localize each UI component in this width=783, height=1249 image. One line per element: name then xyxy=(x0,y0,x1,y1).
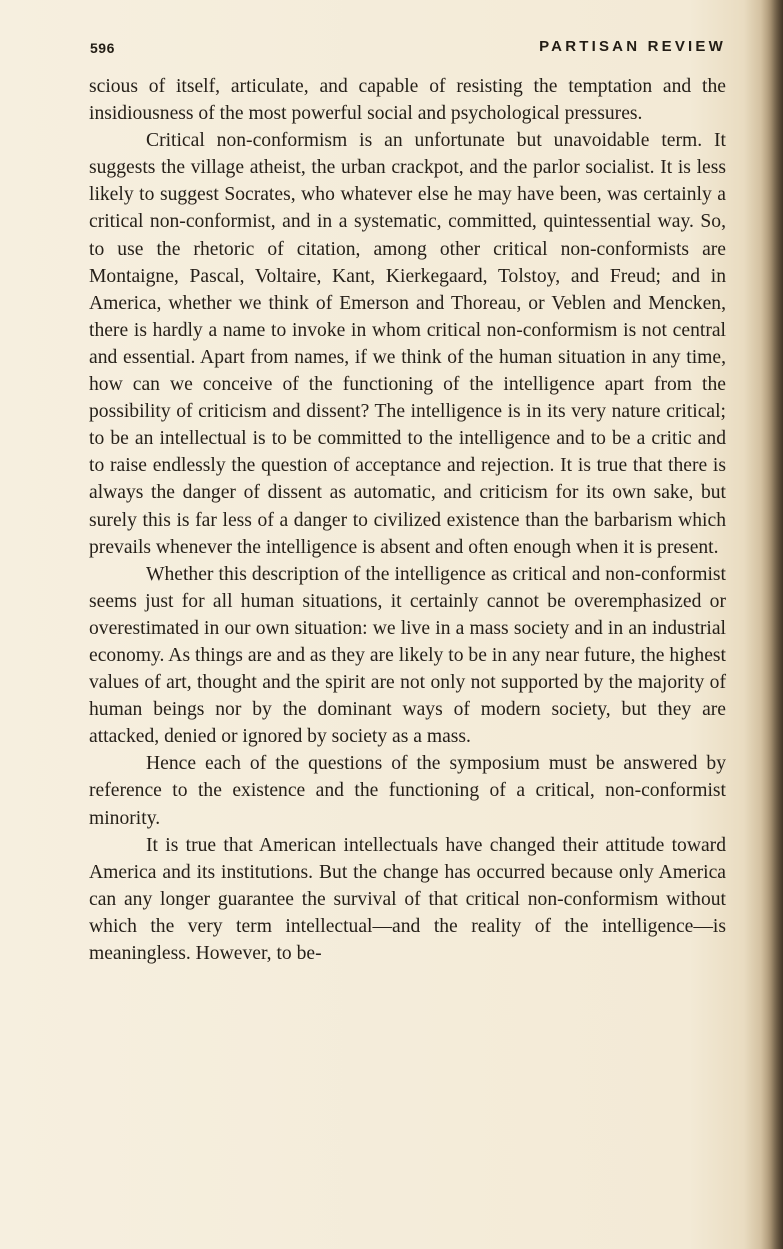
paragraph: Critical non-conformism is an unfortunate but unavoidable term. It suggests the village atheist, the urban crackpot, and the parlor socialist. It is less likely to suggest Socrates, who whatever else he may have been, was certainly a critical non-conformist, and in a systematic, committed, quintessential way. So, to use the rhetoric of citation, among other critical non-conformists are Montaigne, Pascal, Voltaire, Kant, Kierkegaard, Tolstoy, and Freud; and in America, whether we think of Emerson and Thoreau, or Veblen and Mencken, there is hardly a name to invoke in whom critical non-conformism is not central and essential. Apart from names, if we think of the human situation in any time, how can we conceive of the functioning of the intelligence apart from the possibility of criticism and dissent? The intelligence is in its very nature critical; to be an intellectual is to be committed to the intelligence and to be a critic and to raise endlessly the question of acceptance and rejection. It is true that there is always the danger of dissent as automatic, and criticism for its own sake, but surely this is far less of a danger to civilized existence than the barbarism which prevails whenever the intelligence is absent and often enough when it is present. xyxy=(89,130,726,558)
running-head: PARTISAN REVIEW xyxy=(539,38,726,55)
paragraph: It is true that American intellectuals have changed their attitude toward America and its institutions. But the change has occurred because only America can any longer guarantee the survival of that critical non-conformism without which the very term intellectual—and the reality of the intelligence—is meaningless. However, to be- xyxy=(89,834,726,964)
page-header xyxy=(90,36,726,60)
page-number: 596 xyxy=(90,40,115,56)
paragraph: Whether this description of the intelligence as critical and non-conformist seems just for all human situations, it certainly cannot be overemphasized or overestimated in our own situation: we live in a mass society and in an industrial economy. As things are and as they are likely to be in any near future, the highest values of art, thought and the spirit are not only not supported by the majority of human beings nor by the dominant ways of modern society, but they are attacked, denied or ignored by society as a mass. xyxy=(89,563,726,748)
paragraph: Hence each of the questions of the symposium must be answered by reference to the existence and the functioning of a critical, non-conformist minority. xyxy=(89,753,726,829)
page-edge-shadow xyxy=(761,0,783,1249)
paragraph: scious of itself, articulate, and capable of resisting the temptation and the insidiousness of the most powerful social and psychological pressures. xyxy=(89,76,726,125)
body-text xyxy=(89,73,726,967)
